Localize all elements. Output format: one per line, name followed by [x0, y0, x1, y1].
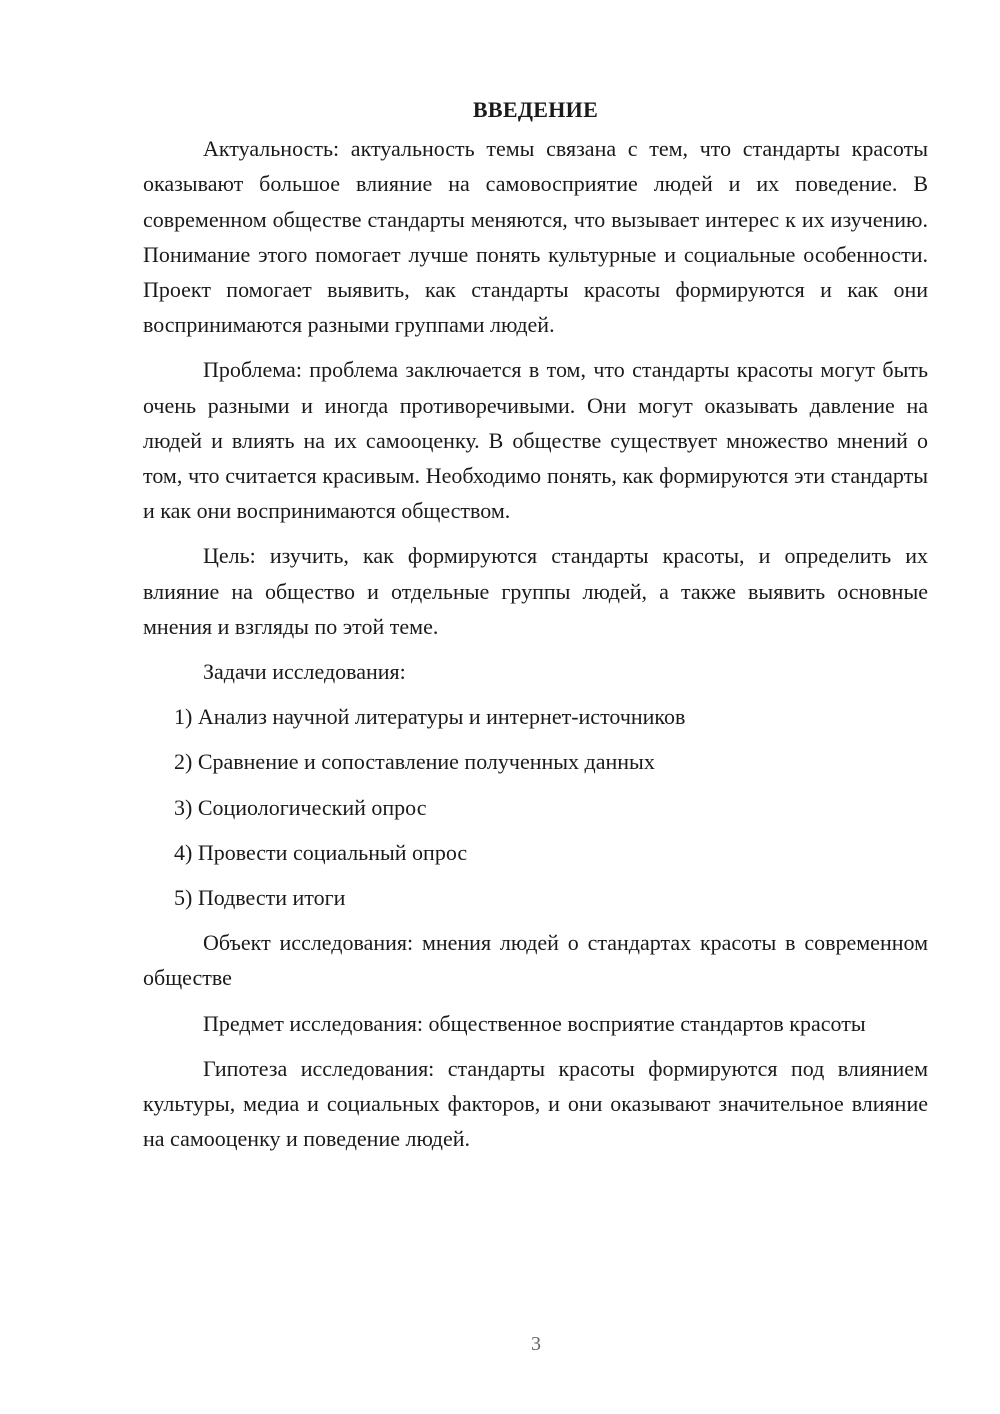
list-item: 4) Провести социальный опрос	[174, 839, 468, 865]
list-item: 5) Подвести итоги	[174, 885, 346, 911]
paragraph-hypothesis: Гипотеза исследования: стандарты красоты формируются под влиянием культуры, медиа и социальных факторов, и они оказывают значительное влияние на самооценку и поведение людей.	[143, 1055, 928, 1152]
tasks-list	[143, 699, 928, 915]
paragraph-relevance: Актуальность: актуальность темы связана с тем, что стандарты красоты оказывают большое влияние на самовосприятие людей и их поведение. В современном обществе стандарты меняются, что вызывает интерес к их изучению. Понимание этого помогает лучше понять культурные и социальные особенности. Проект помогает выявить, как стандарты красоты формируются и как они воспринимаются разными группами людей.	[143, 136, 928, 338]
paragraph-problem: Проблема: проблема заключается в том, что стандарты красоты могут быть очень разными и иногда противоречивыми. Они могут оказывать давление на людей и влиять на их самооценку. В обществе существует множество мнений о том, что считается красивым. Необходимо понять, как формируются эти стандарты и как они воспринимаются обществом.	[143, 357, 928, 524]
list-item: 1) Анализ научной литературы и интернет-источников	[174, 704, 686, 730]
paragraph-goal: Цель: изучить, как формируются стандарты красоты, и определить их влияние на общество и отдельные группы людей, а также выявить основные мнения и взгляды по этой теме.	[143, 543, 928, 639]
list-item: 2) Сравнение и сопоставление полученных данных	[174, 749, 655, 775]
paragraph-subject: Предмет исследования: общественное восприятие стандартов красоты	[203, 1010, 866, 1036]
tasks-heading: Задачи исследования:	[203, 659, 406, 685]
section-title: ВВЕДЕНИЕ	[472, 97, 599, 122]
paragraph-object: Объект исследования: мнения людей о стандартах красоты в современном обществе	[143, 930, 928, 991]
document-page	[143, 92, 928, 1166]
list-item: 3) Социологический опрос	[174, 794, 427, 820]
page-number: 3	[531, 1333, 541, 1355]
